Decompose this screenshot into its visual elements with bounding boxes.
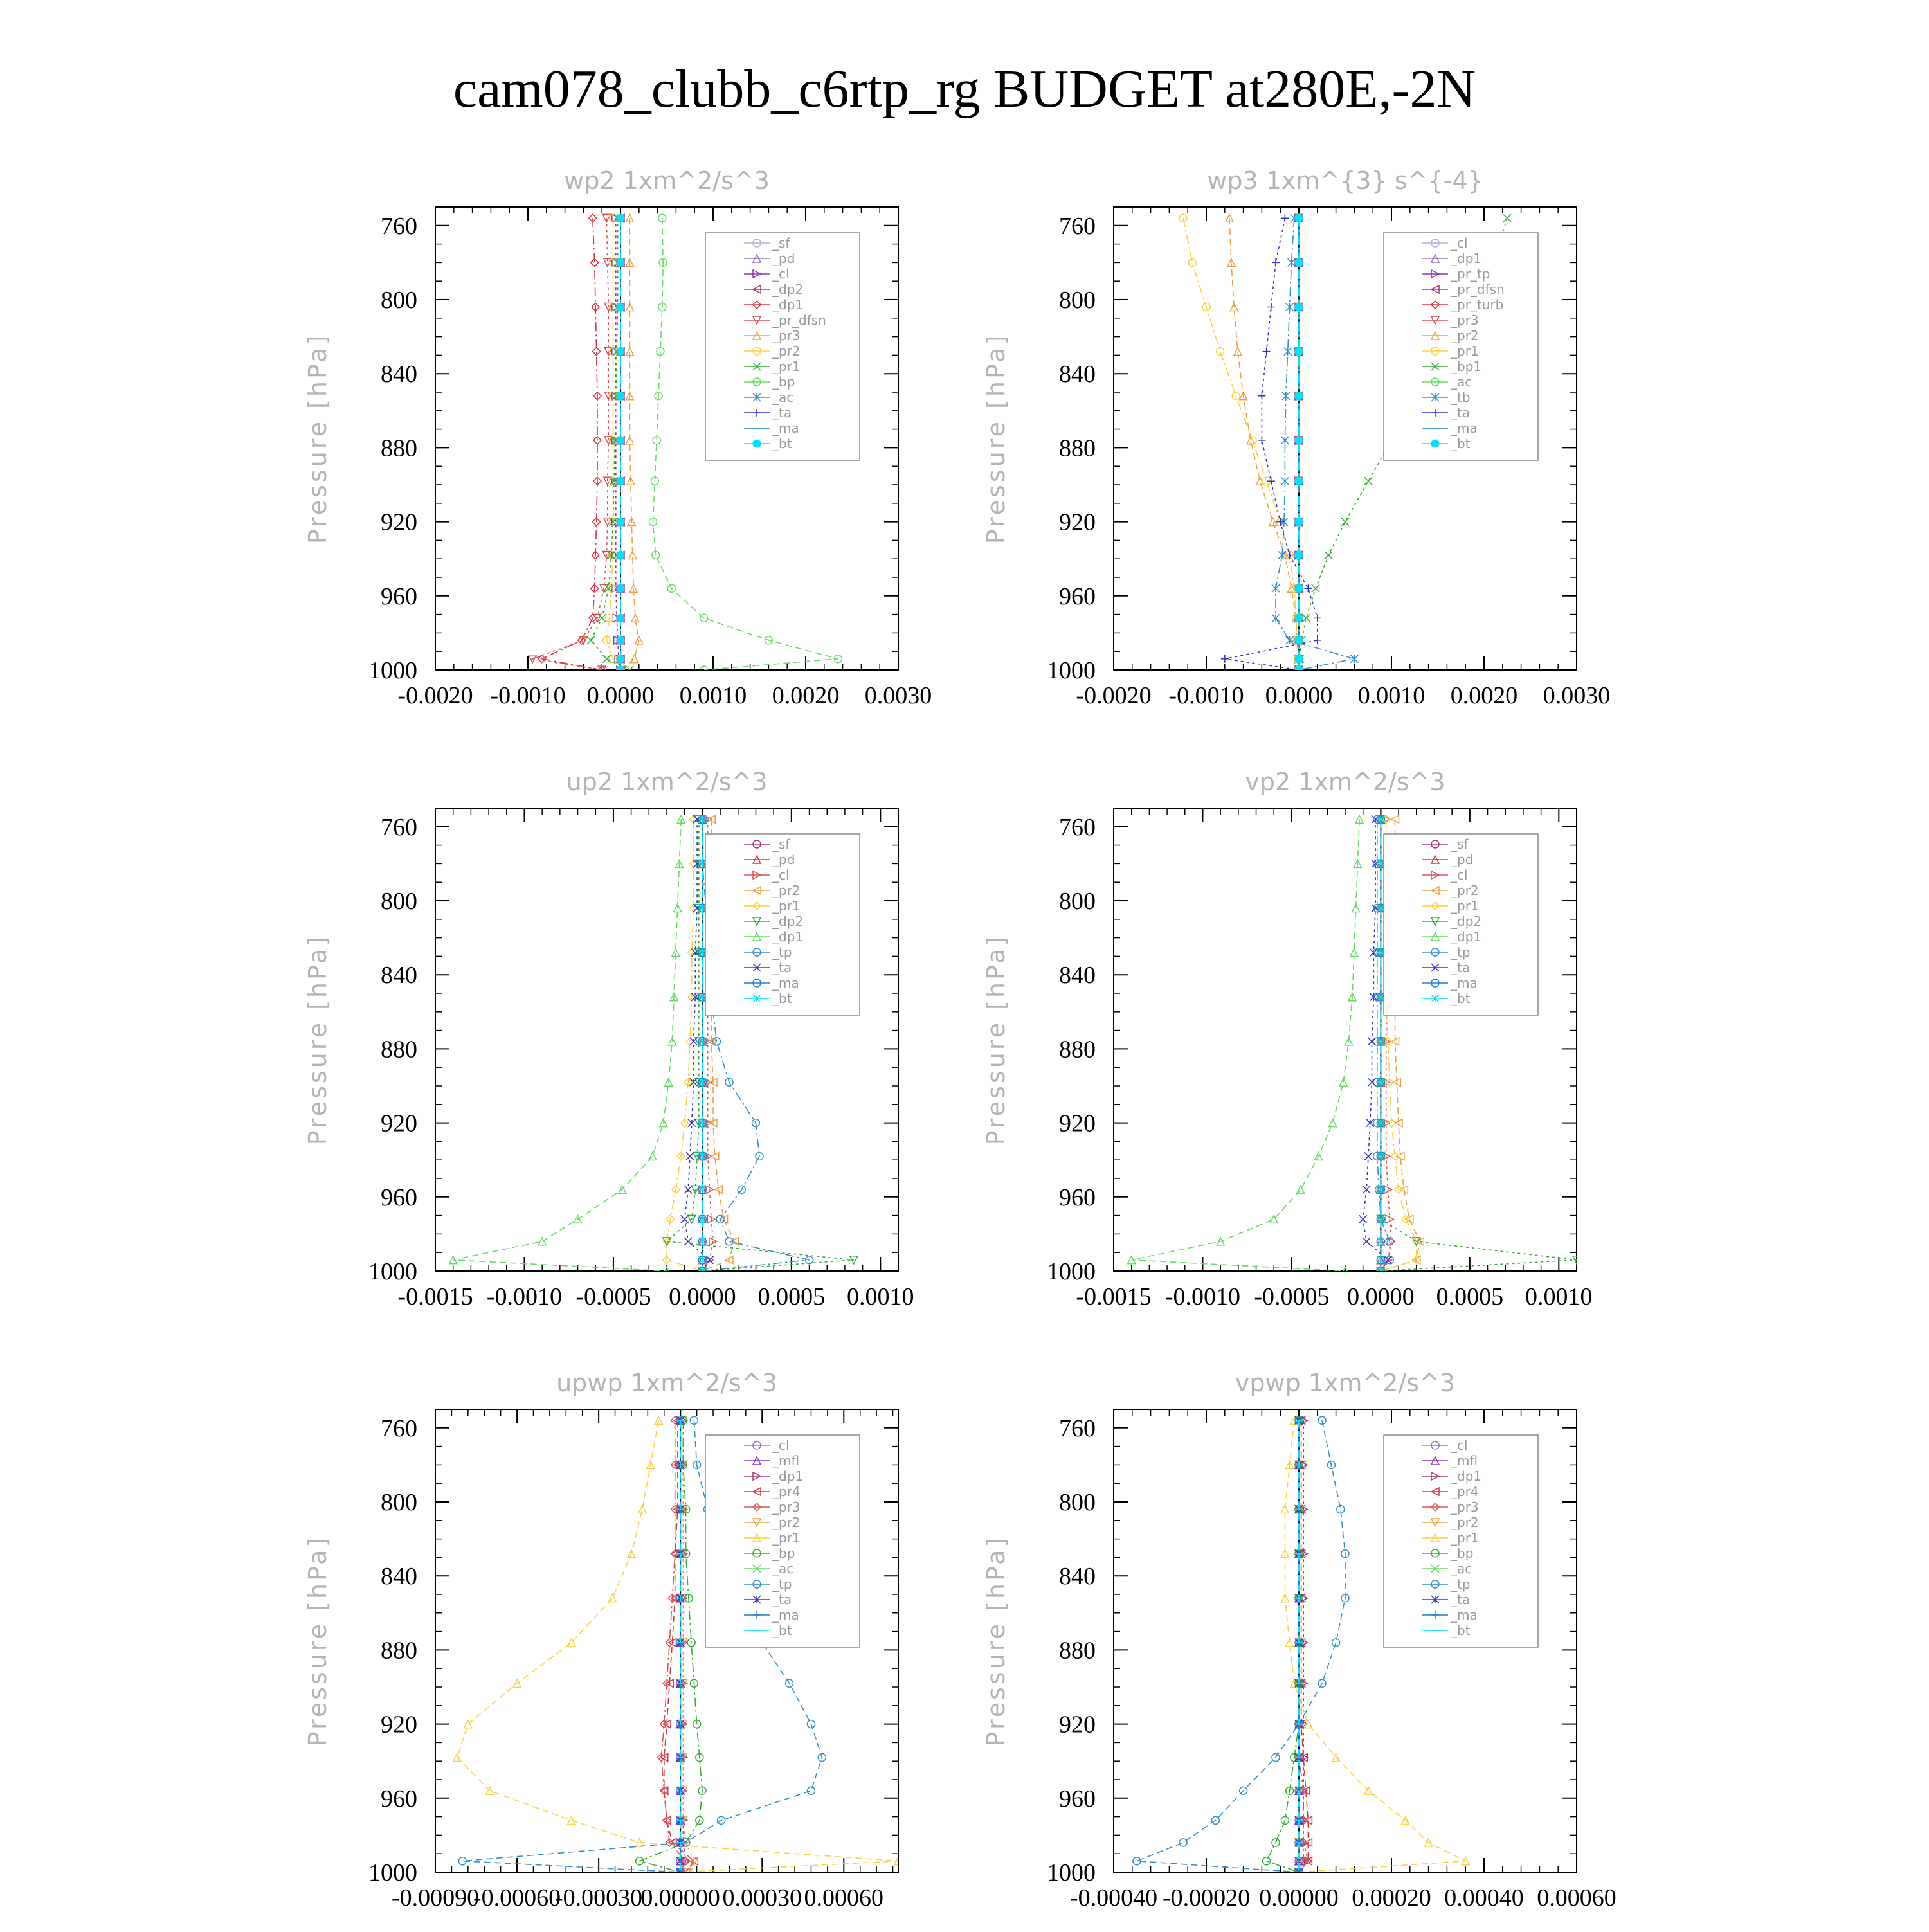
legend-entry-ma: _ma [772, 420, 799, 436]
x-tick-label: -0.00030 [555, 1884, 643, 1911]
legend-entry-pr2: _pr2 [772, 1515, 801, 1530]
y-tick-label: 880 [1059, 1036, 1096, 1063]
x-tick-label: -0.0020 [397, 682, 473, 709]
legend-entry-sf: _sf [772, 235, 790, 251]
legend-entry-pr1: _pr1 [772, 359, 801, 374]
series-point-bt [617, 518, 624, 526]
series-point-bt [1295, 477, 1303, 485]
y-tick-label: 840 [381, 361, 417, 388]
series-point-bt [1295, 518, 1303, 526]
y-tick-label: 1000 [368, 1258, 417, 1285]
legend-entry-sf: _sf [1451, 836, 1469, 852]
y-tick-label: 960 [1059, 582, 1096, 610]
chart-panel-6 [982, 1369, 1617, 1911]
y-tick-label: 800 [381, 1489, 417, 1516]
legend-entry-pd: _pd [772, 251, 795, 266]
y-tick-label: 880 [381, 435, 417, 462]
x-tick-label: 0.0000 [586, 682, 655, 709]
x-tick-label: -0.00090 [391, 1884, 480, 1911]
legend-entry-ma: _ma [772, 975, 799, 991]
y-tick-label: 840 [1059, 962, 1096, 989]
y-tick-label: 880 [381, 1637, 417, 1665]
legend-entry-ma: _ma [772, 1607, 799, 1623]
series-point-bt [617, 584, 624, 592]
series-point-bt [617, 214, 624, 222]
chart-title: up2 1xm^2/s^3 [566, 768, 768, 796]
chart-title: vp2 1xm^2/s^3 [1245, 768, 1445, 796]
legend-entry-cl: _cl [1451, 867, 1468, 883]
y-tick-label: 960 [381, 582, 417, 610]
x-tick-label: -0.0005 [1254, 1283, 1330, 1310]
x-tick-label: 0.0010 [1525, 1283, 1593, 1310]
y-tick-label: 920 [381, 509, 417, 536]
legend-entry-ta: _ta [1451, 405, 1471, 420]
x-tick-label: 0.00000 [1259, 1884, 1339, 1911]
y-tick-label: 920 [381, 1711, 417, 1738]
series-point-bt [1295, 303, 1303, 311]
legend-entry-bt: _bt [1451, 991, 1471, 1006]
legend-entry-dp1: _dp1 [1451, 251, 1482, 266]
legend-marker [1431, 440, 1439, 447]
legend-entry-tp: _tp [772, 1576, 792, 1592]
y-tick-label: 1000 [1047, 657, 1096, 684]
y-tick-label: 760 [1059, 1414, 1096, 1442]
legend-entry-pr2: _pr2 [1451, 883, 1479, 898]
chart-title: wp2 1xm^2/s^3 [564, 167, 770, 195]
legend-entry-pr3: _pr3 [1451, 1499, 1479, 1515]
y-tick-label: 1000 [368, 1859, 417, 1886]
y-tick-label: 960 [1059, 1184, 1096, 1211]
x-tick-label: 0.0005 [757, 1283, 826, 1310]
x-tick-label: -0.0015 [1076, 1283, 1152, 1310]
y-tick-label: 960 [381, 1184, 417, 1211]
legend-entry-pr1: _pr1 [1451, 1530, 1479, 1546]
legend-entry-cl: _cl [1451, 1438, 1468, 1453]
legend-entry-bp: _bp [772, 374, 795, 390]
series-point-bt [617, 258, 624, 266]
y-tick-label: 760 [381, 212, 417, 240]
y-tick-label: 760 [381, 1414, 417, 1442]
chart-title: wp3 1xm^{3} s^{-4} [1207, 167, 1483, 195]
series-point-bt [617, 303, 624, 311]
legend-entry-ta: _ta [1451, 960, 1471, 975]
legend-entry-bt: _bt [1451, 1623, 1471, 1638]
y-axis-label: Pressure [hPa] [982, 1535, 1010, 1747]
legend-entry-pr2: _pr2 [772, 883, 801, 898]
y-tick-label: 1000 [368, 657, 417, 684]
y-tick-label: 1000 [1047, 1859, 1096, 1886]
chart-panel-2 [982, 167, 1610, 709]
y-tick-label: 880 [1059, 1637, 1096, 1665]
x-tick-label: 0.00060 [1537, 1884, 1617, 1911]
legend-entry-bt: _bt [772, 991, 792, 1006]
legend-entry-mfl: _mfl [1451, 1453, 1478, 1468]
series-point-bt [617, 636, 624, 644]
legend-entry-ta: _ta [772, 960, 792, 975]
chart-panel-3 [303, 768, 914, 1310]
x-tick-label: -0.0020 [1076, 682, 1152, 709]
legend-entry-ac: _ac [1451, 374, 1472, 390]
legend-entry-pr1: _pr1 [1451, 343, 1479, 359]
legend-entry-bp1: _bp1 [1451, 359, 1482, 374]
series-point-bt [1295, 348, 1303, 356]
series-point-bt [617, 614, 624, 622]
y-tick-label: 960 [381, 1785, 417, 1812]
y-axis-label: Pressure [hPa] [982, 332, 1010, 545]
y-tick-label: 800 [381, 888, 417, 915]
legend-entry-cl: _cl [772, 867, 790, 883]
x-tick-label: 0.0005 [1436, 1283, 1504, 1310]
y-tick-label: 800 [1059, 1489, 1096, 1516]
x-tick-label: 0.00020 [1352, 1884, 1431, 1911]
legend-entry-ta: _ta [1451, 1592, 1471, 1607]
x-tick-label: 0.0000 [669, 1283, 736, 1310]
series-point-bt [1295, 614, 1303, 622]
x-tick-label: 0.00060 [804, 1884, 884, 1911]
legend-entry-dp2: _dp2 [1451, 914, 1482, 929]
chart-panel-5 [303, 1369, 902, 1911]
y-tick-label: 800 [1059, 888, 1096, 915]
legend-entry-dp1: _dp1 [772, 297, 804, 312]
legend-marker [753, 440, 761, 447]
series-point-bt [1295, 437, 1303, 444]
y-tick-label: 760 [1059, 813, 1096, 841]
series-point-bt [617, 392, 624, 400]
y-axis-label: Pressure [hPa] [303, 934, 332, 1146]
legend-entry-dp2: _dp2 [772, 282, 804, 297]
y-tick-label: 920 [1059, 1711, 1096, 1738]
x-tick-label: -0.0010 [1168, 682, 1244, 709]
legend-entry-pr_dfsn: _pr_dfsn [772, 312, 826, 328]
legend-entry-pr2: _pr2 [1451, 1515, 1479, 1530]
legend-entry-dp1: _dp1 [772, 929, 804, 944]
series-point-bt [1295, 392, 1303, 400]
y-tick-label: 840 [1059, 361, 1096, 388]
series-point-bt [1295, 655, 1303, 663]
legend-entry-tp: _tp [772, 944, 792, 960]
legend-entry-bt: _bt [772, 436, 792, 451]
x-tick-label: 0.0010 [1357, 682, 1426, 709]
series-point-bt [617, 348, 624, 356]
legend-entry-dp1: _dp1 [1451, 1468, 1482, 1484]
series-point-bt [1295, 636, 1303, 644]
legend-entry-bp: _bp [772, 1546, 795, 1561]
x-tick-label: 0.0010 [847, 1283, 914, 1310]
x-tick-label: -0.0015 [397, 1283, 473, 1310]
x-tick-label: 0.00040 [1444, 1884, 1524, 1911]
series-point-bt [1295, 258, 1303, 266]
legend-entry-pr4: _pr4 [1451, 1484, 1479, 1499]
legend-entry-pr3: _pr3 [772, 1499, 801, 1515]
y-tick-label: 840 [1059, 1563, 1096, 1591]
x-tick-label: 0.00030 [722, 1884, 802, 1911]
legend-entry-ta: _ta [772, 1592, 792, 1607]
series-point-bt [617, 437, 624, 444]
legend-entry-pr1: _pr1 [1451, 898, 1479, 914]
legend-entry-cl: _cl [772, 266, 790, 282]
y-tick-label: 800 [381, 287, 417, 314]
x-tick-label: -0.00060 [473, 1884, 561, 1911]
legend-entry-pr_turb: _pr_turb [1451, 297, 1504, 312]
legend-entry-dp1: _dp1 [1451, 929, 1482, 944]
chart-title: vpwp 1xm^2/s^3 [1235, 1369, 1456, 1397]
legend-entry-dp1: _dp1 [772, 1468, 804, 1484]
x-tick-label: 0.0020 [772, 682, 840, 709]
legend-entry-dp2: _dp2 [772, 914, 804, 929]
y-tick-label: 760 [1059, 212, 1096, 240]
legend-entry-ac: _ac [1451, 1561, 1472, 1576]
legend-entry-ma: _ma [1451, 1607, 1478, 1623]
legend-entry-pr_tp: _pr_tp [1451, 266, 1490, 282]
series-point-bt [1295, 666, 1303, 674]
legend-entry-tb: _tb [1451, 390, 1471, 405]
y-tick-label: 760 [381, 813, 417, 841]
series-point-bt [617, 655, 624, 663]
legend-entry-pd: _pd [1451, 852, 1474, 867]
y-tick-label: 920 [1059, 1110, 1096, 1137]
x-tick-label: -0.0010 [486, 1283, 563, 1310]
y-tick-label: 960 [1059, 1785, 1096, 1812]
x-tick-label: 0.00000 [640, 1884, 720, 1911]
y-tick-label: 880 [1059, 435, 1096, 462]
series-point-bt [1295, 214, 1303, 222]
x-tick-label: 0.0000 [1265, 682, 1333, 709]
legend-entry-bt: _bt [772, 1623, 792, 1638]
legend-entry-ta: _ta [772, 405, 792, 420]
legend-entry-sf: _sf [772, 836, 790, 852]
legend-entry-pr3: _pr3 [772, 328, 801, 343]
series-point-bt [1295, 584, 1303, 592]
y-axis-label: Pressure [hPa] [303, 332, 332, 545]
y-tick-label: 920 [1059, 509, 1096, 536]
x-tick-label: 0.0030 [1543, 682, 1611, 709]
x-tick-label: 0.0010 [679, 682, 747, 709]
legend-entry-pr1: _pr1 [772, 898, 801, 914]
y-axis-label: Pressure [hPa] [303, 1535, 332, 1747]
legend-entry-pr3: _pr3 [1451, 312, 1479, 328]
x-tick-label: -0.00040 [1069, 1884, 1158, 1911]
series-point-bt [617, 551, 624, 559]
x-tick-label: 0.0020 [1450, 682, 1518, 709]
legend-entry-tp: _tp [1451, 1576, 1471, 1592]
y-tick-label: 840 [381, 1563, 417, 1591]
x-tick-label: 0.0000 [1347, 1283, 1415, 1310]
legend-entry-cl: _cl [772, 1438, 790, 1453]
legend-entry-pr1: _pr1 [772, 1530, 801, 1546]
legend-entry-tp: _tp [1451, 944, 1471, 960]
legend-entry-bp: _bp [1451, 1546, 1474, 1561]
legend-entry-mfl: _mfl [772, 1453, 800, 1468]
x-tick-label: -0.0010 [1164, 1283, 1241, 1310]
legend-entry-bt: _bt [1451, 436, 1471, 451]
y-axis-label: Pressure [hPa] [982, 934, 1010, 1146]
page-title: cam078_clubb_c6rtp_rg BUDGET at280E,-2N [453, 59, 1476, 119]
legend-entry-ma: _ma [1451, 975, 1478, 991]
legend-entry-ac: _ac [772, 390, 794, 405]
y-tick-label: 920 [381, 1110, 417, 1137]
series-point-bt [1295, 551, 1303, 559]
x-tick-label: 0.0030 [864, 682, 932, 709]
y-tick-label: 840 [381, 962, 417, 989]
chart-panel-4 [982, 768, 1593, 1310]
x-tick-label: -0.0005 [575, 1283, 651, 1310]
chart-panel-1 [303, 167, 932, 709]
legend-entry-pr4: _pr4 [772, 1484, 801, 1499]
legend-entry-pr2: _pr2 [772, 343, 801, 359]
series-point-bt [617, 666, 624, 674]
legend-entry-pr_dfsn: _pr_dfsn [1451, 282, 1505, 297]
legend-entry-ac: _ac [772, 1561, 794, 1576]
y-tick-label: 880 [381, 1036, 417, 1063]
x-tick-label: -0.00020 [1162, 1884, 1251, 1911]
y-tick-label: 800 [1059, 287, 1096, 314]
x-tick-label: -0.0010 [490, 682, 566, 709]
legend-entry-pr2: _pr2 [1451, 328, 1479, 343]
y-tick-label: 1000 [1047, 1258, 1096, 1285]
legend-entry-ma: _ma [1451, 420, 1478, 436]
legend-entry-cl: _cl [1451, 235, 1468, 251]
series-point-bt [617, 477, 624, 485]
legend-entry-pd: _pd [772, 852, 795, 867]
chart-title: upwp 1xm^2/s^3 [556, 1369, 777, 1397]
